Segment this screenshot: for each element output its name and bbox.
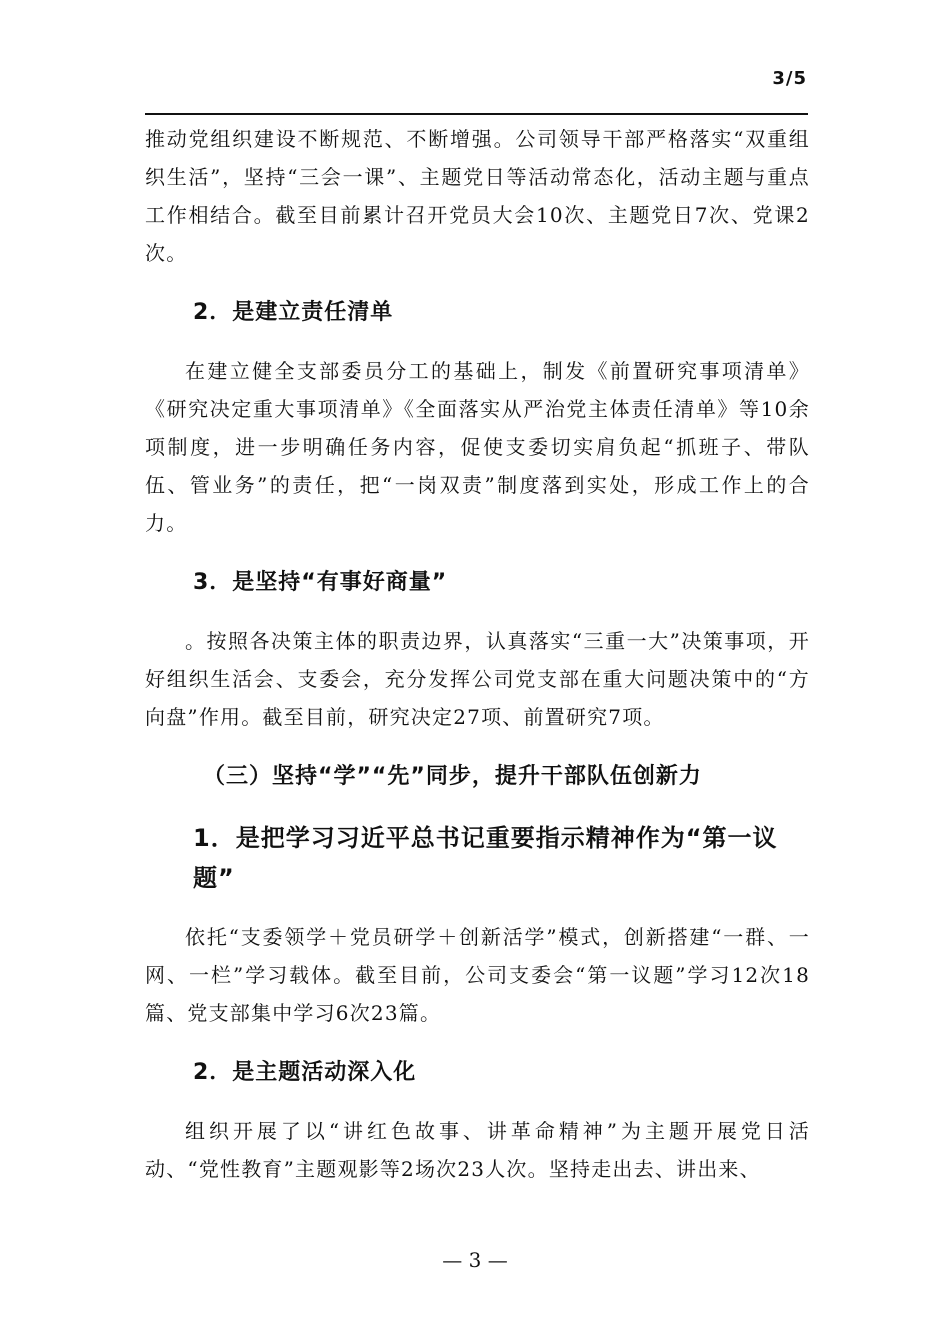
paragraph-1: 推动党组织建设不断规范、不断增强。公司领导干部严格落实“双重组织生活”，坚持“三会一课”、主题党日等活动常态化，活动主题与重点工作相结合。截至目前累计召开党员大会10次、主题党日7次、党课2次。: [145, 127, 810, 265]
paragraph-4: 依托“支委领学＋党员研学＋创新活学”模式，创新搭建“一群、一网、一栏”学习载体。截至目前，公司支委会“第一议题”学习12次18篇、党支部集中学习6次23篇。: [145, 925, 810, 1025]
heading-establish-responsibility-list: 2．是建立责任清单: [193, 300, 394, 325]
page-indicator: 3/5: [772, 68, 807, 89]
heading-themed-activities: 2．是主题活动深入化: [193, 1060, 417, 1085]
heading-consultation: 3．是坚持“有事好商量”: [193, 570, 448, 595]
heading-first-agenda: 1．是把学习习近平总书记重要指示精神作为“第一议题”: [193, 824, 778, 892]
paragraph-5: 组织开展了以“讲红色故事、讲革命精神”为主题开展党日活动、“党性教育”主题观影等2场次23人次。坚持走出去、讲出来、: [145, 1119, 810, 1181]
page-number: — 3 —: [442, 1248, 508, 1272]
section-heading-3: （三）坚持“学”“先”同步，提升干部队伍创新力: [203, 764, 702, 789]
paragraph-3: 。按照各决策主体的职责边界，认真落实“三重一大”决策事项，开好组织生活会、支委会，充分发挥公司党支部在重大问题决策中的“方向盘”作用。截至目前，研究决定27项、前置研究7项。: [145, 629, 810, 729]
paragraph-2: 在建立健全支部委员分工的基础上，制发《前置研究事项清单》《研究决定重大事项清单》《全面落实从严治党主体责任清单》等10余项制度，进一步明确任务内容，促使支委切实肩负起“抓班子、带队伍、管业务”的责任，把“一岗双责”制度落到实处，形成工作上的合力。: [145, 359, 810, 535]
header-rule: [145, 113, 808, 115]
document-body: [145, 120, 810, 1188]
